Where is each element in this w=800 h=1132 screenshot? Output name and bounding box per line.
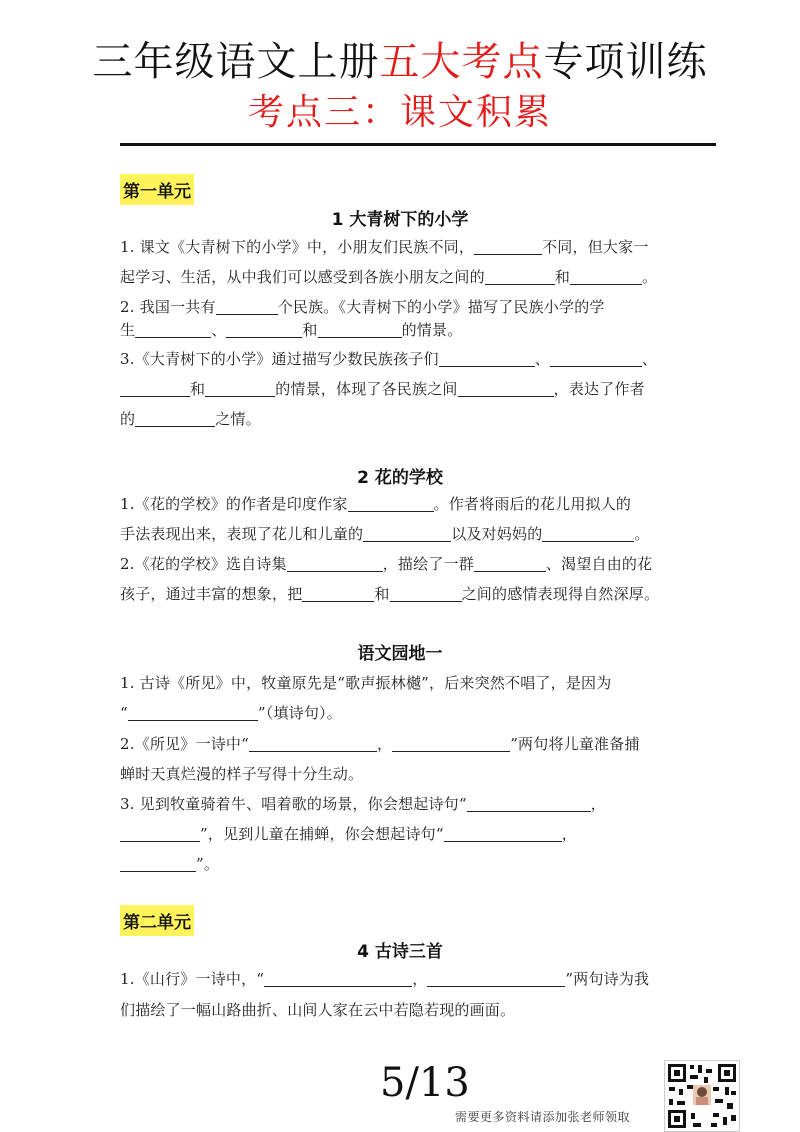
answer-blank[interactable] [120,855,196,872]
page-subtitle: 考点三：课文积累 [247,92,552,133]
answer-blank[interactable] [427,970,565,987]
lesson-4-q1-line-2: 们描绘了一幅山路曲折、山间人家在云中若隐若现的画面。 [120,1001,516,1019]
lesson-4-q1-line-1: 1.《山行》一诗中，“ ， ”两句诗为我 [120,970,650,988]
answer-blank[interactable] [458,380,554,397]
lesson-2-q2-line-2: 孩子，通过丰富的想象，把 和 之间的感情表现得自然深厚。 [120,585,660,603]
lesson-1-q2-line-2: 生 、 和 的情景。 [120,321,463,339]
lesson-1-q1-line-1: 1. 课文《大青树下的小学》中，小朋友们民族不同， 不同，但大家一 [120,238,649,256]
answer-blank[interactable] [542,525,634,542]
lesson-1-q2-line-1: 2. 我国一共有 个民族。《大青树下的小学》描写了民族小学的学 [120,298,605,316]
garden-q2-line-2: 蝉时天真烂漫的样子写得十分生动。 [120,765,364,783]
answer-blank[interactable] [135,321,211,338]
answer-blank[interactable] [287,555,383,572]
lesson-1-q3-line-1: 3.《大青树下的小学》通过描写少数民族孩子们 、 、 [120,350,658,368]
answer-blank[interactable] [570,268,642,285]
garden-q3-line-1: 3. 见到牧童骑着牛、唱着歌的场景，你会想起诗句“ ， [120,795,606,813]
page-number: 5/13 [380,1060,470,1106]
answer-blank[interactable] [363,525,451,542]
answer-blank[interactable] [444,825,562,842]
answer-blank[interactable] [216,298,278,315]
unit-1-label: 第一单元 [120,174,194,205]
qr-code-icon [664,1060,740,1132]
lesson-4-title: 4 古诗三首 [357,942,443,962]
answer-blank[interactable] [392,735,510,752]
lesson-1-q1-line-2: 起学习、生活，从中我们可以感受到各族小朋友之间的 和 。 [120,268,658,286]
title-part-3: 专项训练 [543,39,708,85]
answer-blank[interactable] [135,410,215,427]
answer-blank[interactable] [120,825,200,842]
lesson-2-q2-line-1: 2.《花的学校》选自诗集 ，描绘了一群 、渴望自由的花 [120,555,653,573]
title-part-2: 五大考点 [379,39,544,85]
garden-title: 语文园地一 [357,644,443,664]
answer-blank[interactable] [390,585,462,602]
answer-blank[interactable] [474,238,542,255]
garden-q2-line-1: 2.《所见》一诗中“ ， ”两句将儿童准备捕 [120,735,640,753]
unit-2-label: 第二单元 [120,905,194,936]
garden-q1-line-1: 1. 古诗《所见》中，牧童原先是“歌声振林樾”，后来突然不唱了，是因为 [120,674,612,692]
answer-blank[interactable] [302,585,374,602]
qr-code-graphic [665,1061,739,1131]
answer-blank[interactable] [318,321,402,338]
lesson-1-q3-line-2: 和 的情景，体现了各民族之间 ，表达了作者 [120,378,645,399]
lesson-2-q1-line-2: 手法表现出来，表现了花儿和儿童的 以及对妈妈的 。 [120,525,650,543]
answer-blank[interactable] [439,350,535,367]
title-part-1: 三年级语文上册 [92,39,380,85]
answer-blank[interactable] [485,268,555,285]
answer-blank[interactable] [120,380,190,397]
title-divider [120,143,716,146]
answer-blank[interactable] [128,704,258,721]
answer-blank[interactable] [264,970,412,987]
answer-blank[interactable] [205,380,275,397]
lesson-2-q1-line-1: 1.《花的学校》的作者是印度作家 。作者将雨后的花儿用拟人的 [120,495,632,513]
lesson-1-q3-line-3: 的 之情。 [120,410,261,428]
answer-blank[interactable] [474,555,546,572]
garden-q3-line-3: ”。 [120,853,219,874]
garden-q3-line-2: ”，见到儿童在捕蝉，你会想起诗句“ ， [120,823,577,844]
answer-blank[interactable] [249,735,377,752]
answer-blank[interactable] [550,350,642,367]
garden-q1-line-2: “ ”（填诗句）。 [120,704,342,722]
page-title [0,30,800,87]
lesson-2-title: 2 花的学校 [357,468,443,488]
answer-blank[interactable] [467,795,591,812]
answer-blank[interactable] [226,321,302,338]
answer-blank[interactable] [348,495,434,512]
footer-note: 需要更多资料请添加张老师领取 [455,1110,631,1124]
lesson-1-title: 1 大青树下的小学 [331,210,469,230]
